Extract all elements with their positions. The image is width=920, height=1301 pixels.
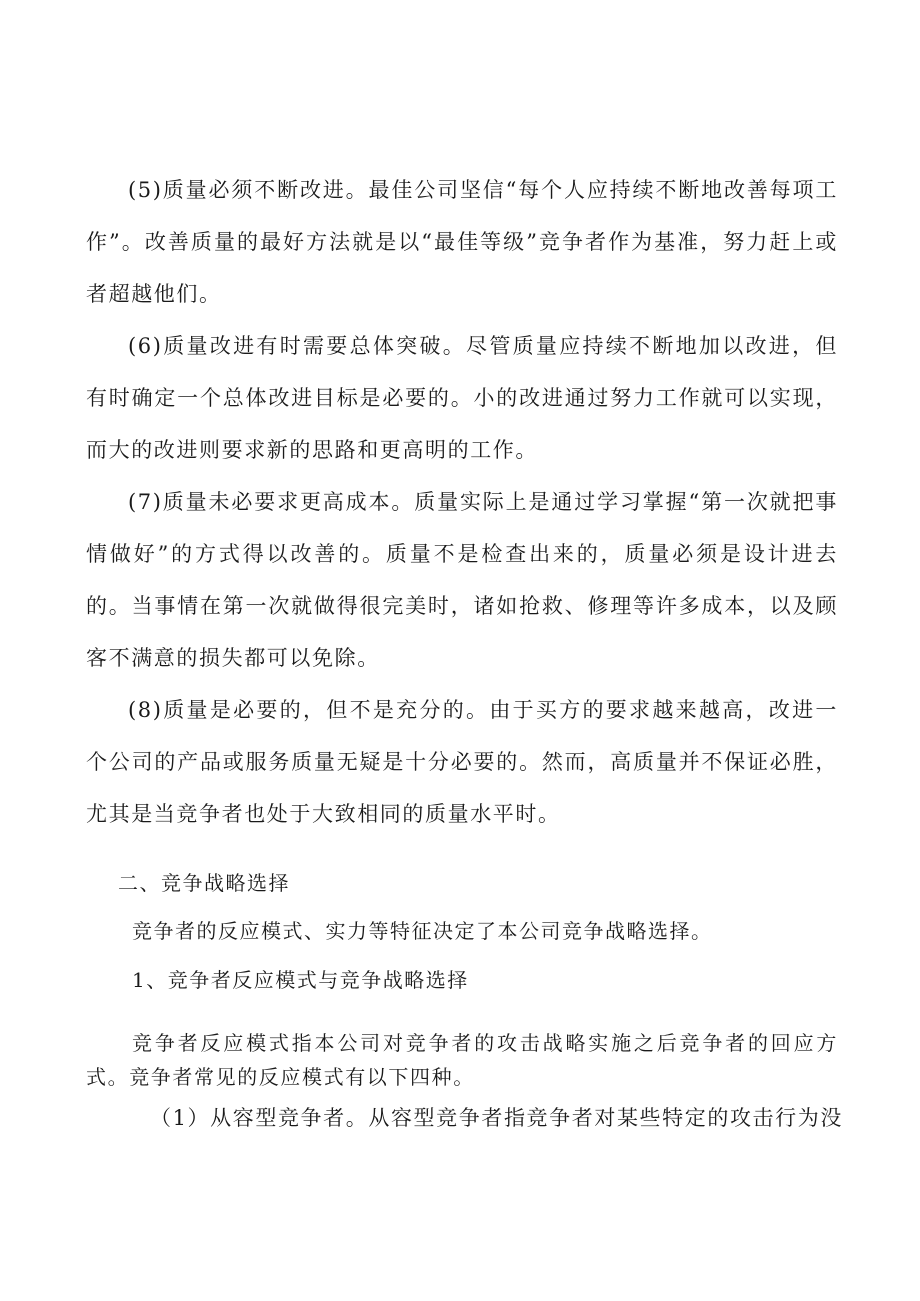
list-item-1: （1）从容型竞争者。从容型竞争者指竞争者对某些特定的攻击行为没	[150, 1106, 843, 1130]
paragraph-point-6: (6)质量改进有时需要总体突破。尽管质量应持续不断地加以改进，但有时确定一个总体改进目标是必要的。小的改进通过努力工作就可以实现，而大的改进则要求新的思路和更高明的工作。	[86, 334, 838, 462]
paragraph-point-7: (7)质量未必要求更高成本。质量实际上是通过学习掌握“第一次就把事情做好”的方式得以改善的。质量不是检查出来的，质量必须是设计进去的。当事情在第一次就做得很完美时，诸如抢救、修理等许多成本，以及顾客不满意的损失都可以免除。	[86, 490, 838, 670]
section-intro: 竞争者的反应模式、实力等特征决定了本公司竞争战略选择。	[132, 919, 713, 943]
subsection-paragraph: 竞争者反应模式指本公司对竞争者的攻击战略实施之后竞争者的回应方式。竞争者常见的反应模式有以下四种。	[86, 1031, 838, 1089]
paragraph-point-5: (5)质量必须不断改进。最佳公司坚信“每个人应持续不断地改善每项工作”。改善质量的最好方法就是以“最佳等级”竞争者作为基准，努力赶上或者超越他们。	[86, 178, 838, 306]
paragraph-point-8: (8)质量是必要的，但不是充分的。由于买方的要求越来越高，改进一个公司的产品或服务质量无疑是十分必要的。然而，高质量并不保证必胜，尤其是当竞争者也处于大致相同的质量水平时。	[86, 698, 838, 826]
subsection-heading: 1、竞争者反应模式与竞争战略选择	[132, 968, 469, 992]
section-heading: 二、竞争战略选择	[118, 871, 290, 895]
